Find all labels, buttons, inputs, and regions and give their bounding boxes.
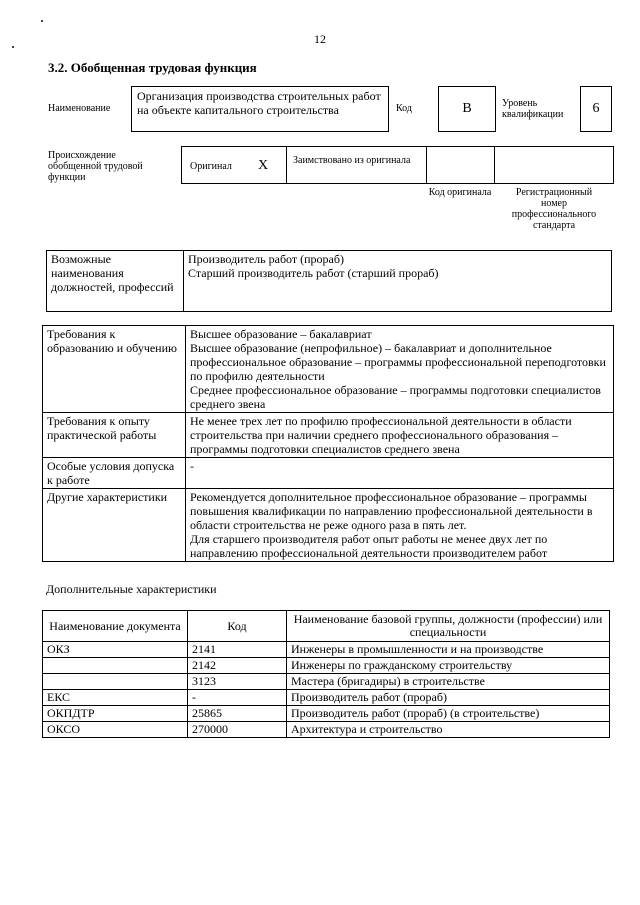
requirement-label: Особые условия допуска к работе <box>43 458 186 489</box>
table-header <box>43 611 610 642</box>
code-cell: 2141 <box>188 642 287 658</box>
requirement-label: Требования к опыту практической работы <box>43 413 186 458</box>
name-label: Наименование <box>48 103 111 114</box>
requirements-table <box>42 325 614 562</box>
positions-label: Возможные наименования должностей, профессий <box>47 251 184 312</box>
table-row <box>43 413 614 458</box>
table-row <box>43 489 614 562</box>
table-row <box>43 326 614 413</box>
name-cell: Производитель работ (прораб) <box>287 690 610 706</box>
name-cell: Инженеры в промышленности и на производстве <box>287 642 610 658</box>
table-row <box>43 674 610 690</box>
table-row <box>43 690 610 706</box>
code-cell: 25865 <box>188 706 287 722</box>
requirement-value: Высшее образование – бакалавриат Высшее образование (непрофильное) – бакалавриат и дополнительное профессиональное образование – программы профессиональной переподготовки по профилю деятельности Среднее профессиональное образование – программы подготовки специалистов среднего звена <box>186 326 614 413</box>
requirement-value: Не менее трех лет по профилю профессиональной деятельности в области строительства при наличии среднего профессионального образования – программы подготовки специалистов среднего звена <box>186 413 614 458</box>
table-row <box>43 722 610 738</box>
table-row <box>43 458 614 489</box>
table-row <box>43 642 610 658</box>
positions-value: Производитель работ (прораб) Старший производитель работ (старший прораб) <box>184 251 612 312</box>
requirement-value: - <box>186 458 614 489</box>
doc-cell: ОКЗ <box>43 642 188 658</box>
name-cell: Инженеры по гражданскому строительству <box>287 658 610 674</box>
origin-box <box>181 146 614 184</box>
code-value: B <box>438 86 496 132</box>
doc-cell: ЕКС <box>43 690 188 706</box>
column-header: Код <box>188 611 287 642</box>
code-cell: 2142 <box>188 658 287 674</box>
level-value: 6 <box>580 86 612 132</box>
divider <box>286 146 287 184</box>
code-cell: - <box>188 690 287 706</box>
name-cell: Мастера (бригадиры) в строительстве <box>287 674 610 690</box>
original-mark: X <box>258 158 269 173</box>
name-cell: Архитектура и строительство <box>287 722 610 738</box>
reg-caption: Регистрационный номер профессионального стандарта <box>511 187 597 231</box>
divider <box>494 146 495 184</box>
positions-table <box>46 250 612 312</box>
code-caption: Код оригинала <box>428 187 492 198</box>
column-header: Наименование документа <box>43 611 188 642</box>
additional-table <box>42 610 610 738</box>
code-cell: 3123 <box>188 674 287 690</box>
borrowed-label: Заимствовано из оригинала <box>293 155 411 166</box>
section-title: 3.2. Обобщенная трудовая функция <box>48 60 257 75</box>
doc-cell <box>43 674 188 690</box>
origin-label: Происхождение обобщенной трудовой функции <box>48 150 143 183</box>
name-cell: Производитель работ (прораб) (в строительстве) <box>287 706 610 722</box>
code-label: Код <box>396 103 412 114</box>
original-label: Оригинал <box>190 161 232 172</box>
table-row <box>43 658 610 674</box>
doc-cell <box>43 658 188 674</box>
requirement-label: Требования к образованию и обучению <box>43 326 186 413</box>
level-label: Уровень квалификации <box>502 98 564 120</box>
column-header: Наименование базовой группы, должности (профессии) или специальности <box>287 611 610 642</box>
additional-title: Дополнительные характеристики <box>46 582 217 596</box>
doc-cell: ОКПДТР <box>43 706 188 722</box>
doc-cell: ОКСО <box>43 722 188 738</box>
requirement-value: Рекомендуется дополнительное профессиональное образование – программы повышения квалификации по направлению профессиональной деятельности в области строительства не реже одного раза в пять лет. Для старшего производителя работ опыт работы не менее двух лет по направлению профессиональной деятельности производителем работ <box>186 489 614 562</box>
name-value: Организация производства строительных работ на объекте капитального строительства <box>131 86 389 132</box>
requirement-label: Другие характеристики <box>43 489 186 562</box>
divider <box>426 146 427 184</box>
scan-mark <box>41 20 43 22</box>
page-number: 12 <box>314 32 326 46</box>
code-cell: 270000 <box>188 722 287 738</box>
table-row <box>43 706 610 722</box>
